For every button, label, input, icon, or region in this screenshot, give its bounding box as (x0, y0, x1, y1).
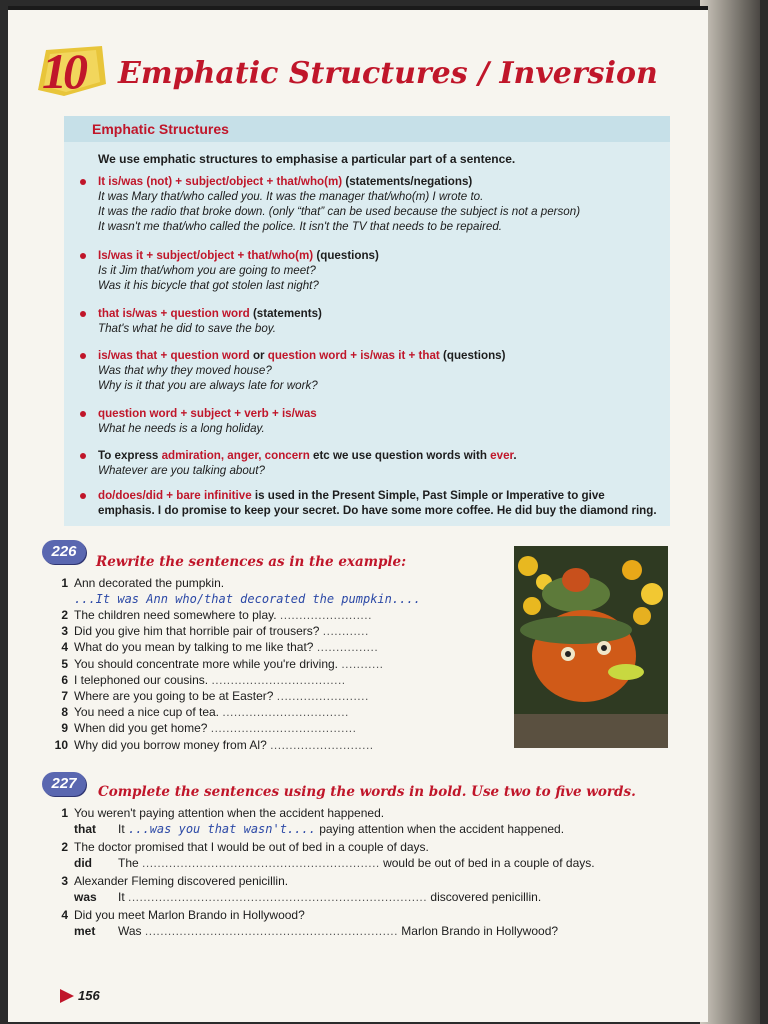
item-text: You should concentrate more while you're driving. (74, 656, 338, 671)
rule-pattern: that is/was + question word (98, 307, 250, 320)
bullet-icon (80, 411, 86, 417)
exercise-item (48, 806, 384, 821)
item-text: What do you mean by talking to me like that? (74, 640, 314, 655)
exercise-item (48, 608, 372, 623)
exercise-number-badge: 227 (42, 772, 86, 796)
sentence-start: It (118, 822, 125, 836)
item-number: 7 (61, 689, 68, 703)
rule-item (80, 448, 670, 478)
item-text: The children need somewhere to play. (74, 608, 277, 622)
example-sentence: That's what he did to save the boy. (98, 322, 276, 335)
example-sentence: Was that why they moved house? (98, 364, 272, 377)
exercise-item (48, 640, 378, 655)
bullet-icon (80, 493, 86, 499)
example-sentence: It was the radio that broke down. (only “that” can be used because the subject is not a person) (98, 205, 581, 218)
answer-blank[interactable]: ........................ (276, 689, 369, 703)
rule-tail: . (513, 449, 517, 462)
bullet-icon (80, 253, 86, 259)
page-number: 156 (78, 988, 100, 1003)
rule-note: etc we use question words with (309, 449, 491, 462)
example-sentence: Why is it that you are always late for work? (98, 379, 318, 392)
page-arrow-icon (60, 989, 74, 1003)
completion-line (74, 822, 564, 837)
rule-pattern: question word + subject + verb + is/was (98, 407, 317, 420)
answer-blank[interactable]: .................................................................. (144, 924, 398, 938)
example-sentence: Whatever are you talking about? (98, 464, 265, 477)
completion-line (74, 890, 541, 905)
rule-item (80, 306, 670, 336)
example-sentence: It was Mary that/who called you. It was the manager that/who(m) I wrote to. (98, 190, 484, 203)
example-answer: ...was you that wasn't.... (128, 822, 316, 836)
rule-pattern-alt: ever (490, 449, 514, 462)
answer-blank[interactable]: .............................................................................. (128, 890, 428, 904)
sentence-start: It (118, 890, 125, 904)
item-number: 4 (61, 908, 68, 922)
answer-blank[interactable]: .............................................................. (142, 856, 380, 870)
rule-connector: or (249, 349, 268, 362)
rule-pattern-alt: question word + is/was it + that (267, 349, 440, 362)
rule-note: (statements/negations) (342, 175, 473, 188)
item-text: Did you give him that horrible pair of trousers? (74, 624, 320, 639)
bullet-icon (80, 179, 86, 185)
rule-line2: emphasis. I do promise to keep your secret. Do have some more coffee. He did buy the diamond ring. (98, 504, 657, 517)
answer-blank[interactable]: ........................... (270, 737, 374, 752)
exercise-item (48, 576, 224, 591)
example-sentence: What he needs is a long holiday. (98, 422, 265, 435)
item-text: You need a nice cup of tea. (74, 705, 220, 720)
item-text: The doctor promised that I would be out of bed in a couple of days. (74, 840, 429, 854)
rule-item (80, 174, 670, 234)
answer-line (74, 592, 421, 607)
key-word: did (74, 856, 92, 870)
page-top-border (8, 6, 708, 10)
sentence-end: Marlon Brando in Hollywood? (401, 924, 559, 938)
exercise-item (48, 673, 346, 688)
example-answer: ...It was Ann who/that decorated the pumpkin.... (74, 592, 421, 606)
answer-blank[interactable]: ............ (322, 624, 369, 639)
answer-blank[interactable]: ................................... (211, 672, 346, 687)
item-text: Why did you borrow money from Al? (74, 737, 267, 752)
completion-line (74, 924, 558, 939)
answer-blank[interactable]: ........... (341, 656, 384, 671)
rule-pattern: Is/was it + subject/object + that/who(m) (98, 249, 314, 262)
exercise-item (48, 721, 356, 736)
example-sentence: Is it Jim that/whom you are going to meet? (98, 264, 316, 277)
item-text: Where are you going to be at Easter? (74, 689, 274, 703)
exercise-item (48, 624, 369, 639)
key-word: that (74, 822, 96, 836)
item-text: I telephoned our cousins. (74, 672, 209, 687)
exercise-instruction: Rewrite the sentences as in the example: (96, 554, 407, 570)
rule-pattern: It is/was (not) + subject/object + that/who(m) (98, 175, 343, 188)
sentence-start: The (118, 856, 139, 870)
key-word: was (74, 890, 97, 904)
answer-blank[interactable]: ........................ (279, 608, 372, 622)
answer-blank[interactable]: ................ (316, 640, 379, 655)
pumpkin-photo (514, 546, 668, 748)
rule-note: (questions) (439, 349, 506, 362)
rule-item (80, 488, 670, 518)
exercise-item (48, 657, 384, 672)
exercise-number-badge: 226 (42, 540, 86, 564)
unit-number: 10 (42, 43, 84, 99)
sentence-end: discovered penicillin. (430, 890, 542, 904)
rule-pattern: do/does/did + bare infinitive (98, 489, 252, 502)
item-number: 3 (61, 874, 68, 888)
rule-item (80, 248, 670, 293)
item-number: 1 (61, 576, 68, 590)
page-edge-shadow (700, 0, 760, 1024)
item-number: 2 (61, 608, 68, 622)
rule-pattern: admiration, anger, concern (161, 449, 310, 462)
grammar-intro: We use emphatic structures to emphasise a particular part of a sentence. (98, 152, 516, 166)
item-number: 6 (61, 672, 68, 687)
item-number: 2 (61, 840, 68, 854)
exercise-item (48, 840, 429, 855)
book-page (8, 6, 708, 1022)
key-word: met (74, 924, 96, 938)
exercise-item (48, 689, 369, 704)
answer-blank[interactable]: ...................................... (210, 721, 357, 736)
item-text: When did you get home? (74, 721, 208, 736)
item-text: Did you meet Marlon Brando in Hollywood? (74, 908, 305, 922)
rule-pattern: is/was that + question word (98, 349, 250, 362)
item-number: 1 (61, 806, 68, 820)
rule-item (80, 348, 670, 393)
exercise-item (48, 874, 288, 889)
item-number: 8 (61, 705, 68, 720)
item-number: 4 (61, 640, 68, 655)
item-number: 3 (61, 624, 68, 639)
example-sentence: It wasn't me that/who called the police. It isn't the TV that needs to be repaired. (98, 220, 502, 233)
exercise-item (48, 705, 349, 720)
item-text: Alexander Fleming discovered penicillin. (74, 874, 289, 888)
sentence-end: would be out of bed in a couple of days. (383, 856, 595, 870)
bullet-icon (80, 311, 86, 317)
rule-note: (questions) (313, 249, 379, 262)
bullet-icon (80, 453, 86, 459)
rule-note: is used in the Present Simple, Past Simple or Imperative to give (251, 489, 605, 502)
item-number: 9 (61, 721, 68, 736)
sentence-end: paying attention when the accident happened. (319, 822, 565, 836)
rule-lead: To express (98, 449, 162, 462)
item-number: 10 (54, 737, 68, 752)
exercise-item (48, 908, 305, 923)
grammar-box (64, 116, 670, 526)
page-title: Emphatic Structures / Inversion (118, 56, 658, 91)
item-text: You weren't paying attention when the accident happened. (74, 806, 385, 820)
pumpkin-image-icon (514, 546, 668, 748)
rule-note: (statements) (249, 307, 322, 320)
example-sentence: Was it his bicycle that got stolen last night? (98, 279, 319, 292)
sentence-start: Was (118, 924, 142, 938)
completion-line (74, 856, 595, 871)
answer-blank[interactable]: ................................. (222, 705, 349, 720)
rule-item (80, 406, 670, 436)
bullet-icon (80, 353, 86, 359)
item-number: 5 (61, 656, 68, 671)
exercise-item (48, 738, 374, 753)
item-text: Ann decorated the pumpkin. (74, 576, 225, 590)
exercise-instruction: Complete the sentences using the words in bold. Use two to five words. (98, 784, 636, 800)
grammar-heading: Emphatic Structures (92, 121, 229, 137)
